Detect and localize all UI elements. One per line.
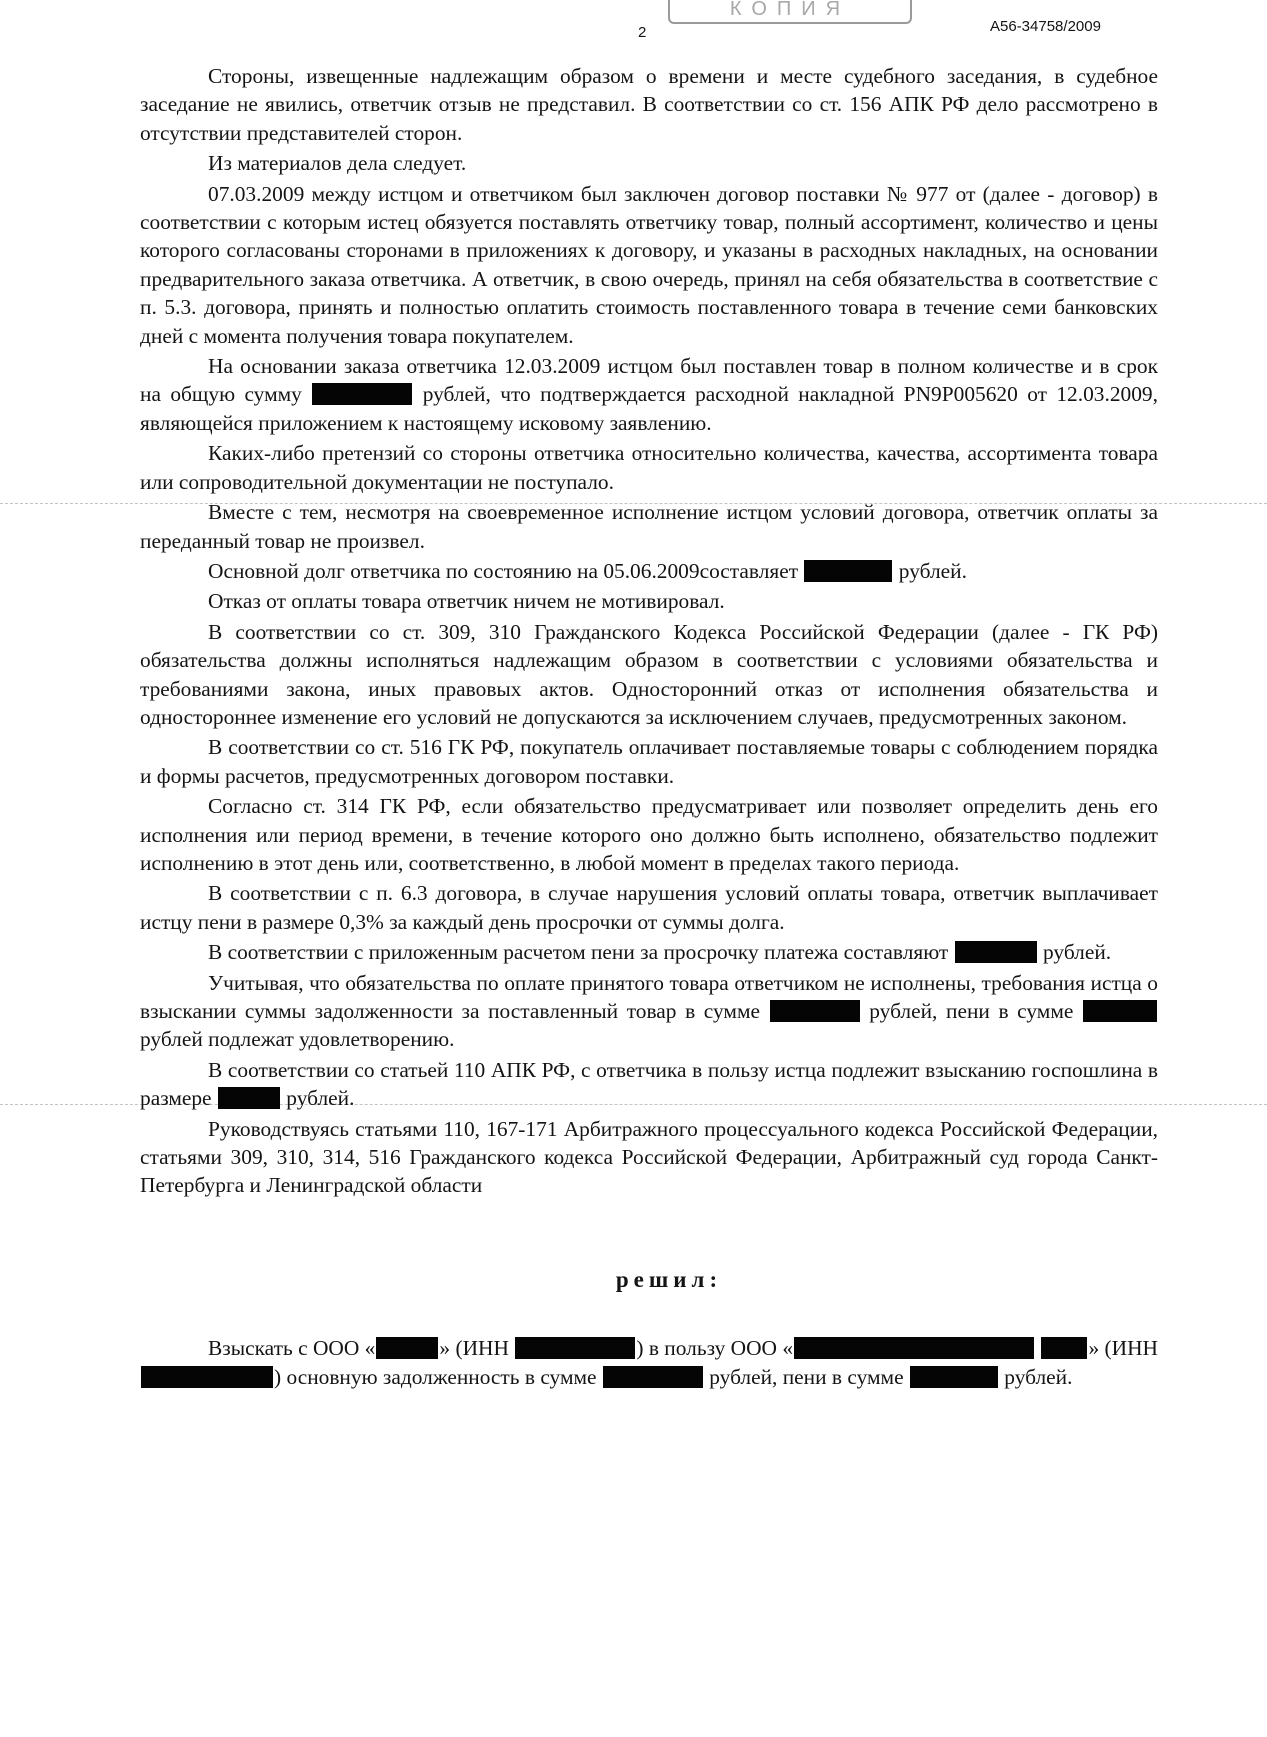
paragraph: Отказ от оплаты товара ответчик ничем не мотивировал. xyxy=(208,589,725,614)
paragraph: Каких-либо претензий со стороны ответчика относительно количества, качества, ассортимента товара или сопроводительной документации не поступало. xyxy=(140,441,1158,494)
paragraph xyxy=(140,352,1158,437)
redaction-block xyxy=(312,383,412,405)
redaction-block xyxy=(955,941,1037,963)
paragraph: В соответствии с п. 6.3 договора, в случае нарушения условий оплаты товара, ответчик выплачивает истцу пени в размере 0,3% за каждый день просрочки от суммы долга. xyxy=(140,881,1158,934)
redaction-block xyxy=(1041,1337,1087,1359)
paragraph: В соответствии со ст. 309, 310 Гражданского Кодекса Российской Федерации (далее - ГК РФ) обязательства должны исполняться надлежащим образом в соответствии с условиями обязательства и требованиями закона, иных правовых актов. Односторонний отказ от исполнения обязательства и одностороннее изменение его условий не допускаются за исключением случаев, предусмотренных законом. xyxy=(140,619,1158,729)
text-fragment: рублей. xyxy=(1004,1364,1073,1389)
text-fragment: ) основную задолженность в сумме xyxy=(274,1364,597,1389)
text-fragment: рублей. xyxy=(286,1086,355,1111)
text-fragment: ) в пользу ООО « xyxy=(636,1336,794,1361)
redaction-block xyxy=(910,1366,998,1388)
text-fragment: рублей, пени в сумме xyxy=(869,999,1074,1023)
text-fragment: рублей. xyxy=(1043,940,1112,965)
paragraph: В соответствии со ст. 516 ГК РФ, покупатель оплачивает поставляемые товары с соблюдением порядка и формы расчетов, предусмотренных договором поставки. xyxy=(140,735,1158,788)
paragraph: Стороны, извещенные надлежащим образом о времени и месте судебного заседания, в судебное заседание не явились, ответчик отзыв не представил. В соответствии со ст. 156 АПК РФ дело рассмотрено в отсутствии представителей сторон. xyxy=(140,64,1158,145)
paragraph: Согласно ст. 314 ГК РФ, если обязательство предусматривает или позволяет определить день его исполнения или период времени, в течение которого оно должно быть исполнено, обязательство подлежит исполнению в этот день или, соответственно, в любой момент в пределах такого периода. xyxy=(140,794,1158,875)
paragraph xyxy=(140,557,1158,585)
redaction-block xyxy=(804,560,892,582)
operative-paragraph xyxy=(140,1334,1158,1391)
paragraph: Руководствуясь статьями 110, 167-171 Арбитражного процессуального кодекса Российской Федерации, статьями 309, 310, 314, 516 Гражданского кодекса Российской Федерации, Арбитражный суд города Санкт-Петербурга и Ленинградской области xyxy=(140,1116,1158,1198)
text-fragment: рублей, что подтверждается расходной накладной PN9P005620 от 12.03.2009, являющейся приложением к настоящему исковому заявлению. xyxy=(140,382,1158,435)
text-fragment: Основной долг ответчика по состоянию на 05.06.2009составляет xyxy=(208,558,799,583)
verdict-heading: решил: xyxy=(615,1266,723,1292)
text-fragment: Учитывая, что обязательства по оплате принятого товара ответчиком не исполнены, требования истца о взыскании суммы задолженности за поставленный товар в сумме xyxy=(140,970,1158,1023)
text-fragment: В соответствии с приложенным расчетом пени за просрочку платежа составляют xyxy=(208,940,949,965)
copy-stamp: КОПИЯ xyxy=(668,0,912,24)
spacer xyxy=(140,1202,1158,1266)
paragraph xyxy=(140,938,1158,966)
text-fragment: » (ИНН xyxy=(439,1336,509,1361)
paragraph xyxy=(140,1056,1158,1113)
paragraph: Из материалов дела следует. xyxy=(208,151,467,176)
document-body xyxy=(140,62,1158,1393)
redaction-block xyxy=(376,1337,438,1359)
text-fragment: В соответствии со статьей 110 АПК РФ, с ответчика в пользу истца подлежит взысканию госпошлина в размере xyxy=(140,1057,1158,1111)
text-fragment: рублей. xyxy=(898,558,967,583)
redaction-block xyxy=(770,1000,860,1022)
paragraph: Вместе с тем, несмотря на своевременное исполнение истцом условий договора, ответчик оплаты за переданный товар не произвел. xyxy=(140,500,1158,553)
redaction-block xyxy=(1083,1000,1157,1022)
redaction-block xyxy=(794,1337,1034,1359)
redaction-block xyxy=(218,1087,280,1109)
redaction-block xyxy=(515,1337,635,1359)
text-fragment: рублей, пени в сумме xyxy=(709,1364,904,1389)
paragraph: 07.03.2009 между истцом и ответчиком был заключен договор поставки № 977 от (далее - договор) в соответствии с которым истец обязуется поставлять ответчику товар, полный ассортимент, количество и цены которого согласованы сторонами в приложениях к договору, и указаны в расходных накладных, на основании предварительного заказа ответчика. А ответчик, в свою очередь, принял на себя обязательства в соответствие с п. 5.3. договора, принять и полностью оплатить стоимость поставленного товара в течение семи банковских дней с момента получения товара покупателем. xyxy=(140,181,1158,348)
text-fragment: На основании заказа ответчика 12.03.2009 истцом был поставлен товар в полном количестве и в срок на общую сумму xyxy=(140,354,1158,407)
paragraph xyxy=(140,969,1158,1054)
page-number: 2 xyxy=(638,24,647,41)
redaction-block xyxy=(603,1366,703,1388)
redaction-block xyxy=(141,1366,273,1388)
text-fragment: » (ИНН xyxy=(1088,1336,1159,1361)
text-fragment: Взыскать с ООО « xyxy=(208,1336,376,1361)
case-number: А56-34758/2009 xyxy=(990,18,1101,35)
text-fragment: рублей подлежат удовлетворению. xyxy=(140,1027,455,1052)
